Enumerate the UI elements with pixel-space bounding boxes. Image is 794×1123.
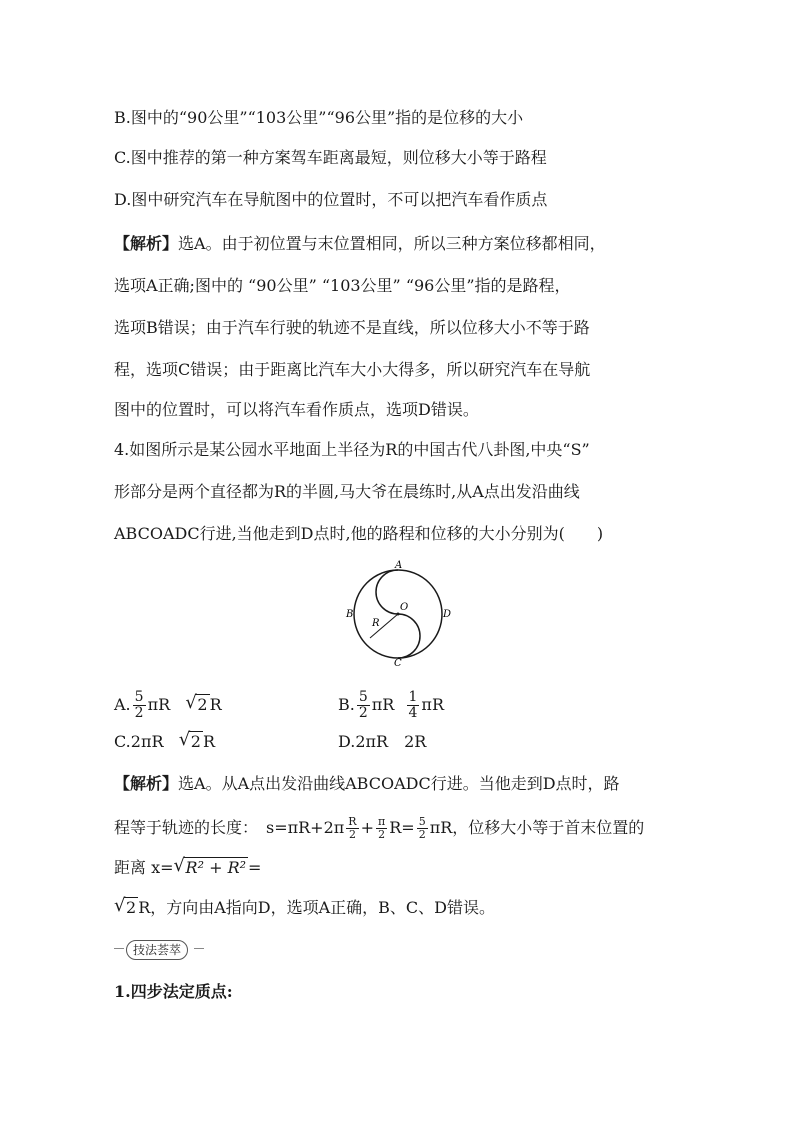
analysis-1-line-2: 选项A正确;图中的 “90公里” “103公里” “96公里”指的是路程， [114,276,571,295]
analysis-2-line-1: 【解析】选A。从A点出发沿曲线ABCOADC行进。当他走到D点时，路 [114,774,620,793]
analysis-1-line-3: 选项B错误；由于汽车行驶的轨迹不是直线，所以位移大小不等于路 [114,318,590,337]
fraction: $\frac{R}{2}$ [348,815,357,841]
option-d-text: D.图中研究汽车在导航图中的位置时，不可以把汽车看作质点 [114,190,548,209]
question-4-line-1: 4.如图所示是某公园水平地面上半径为R的中国古代八卦图,中央“S” [114,440,590,459]
choice-c[interactable]: C.2πR √ 2 R [114,732,215,752]
analysis-1-line-5: 图中的位置时，可以将汽车看作质点，选项D错误。 [114,400,479,419]
option-c-text: C.图中推荐的第一种方案驾车距离最短，则位移大小等于路程 [114,148,547,167]
analysis-2-line-3: 距离 x=√ R² + R² = [114,858,261,878]
sqrt: √ 2 [185,695,209,715]
analysis-2-line-2: 程等于轨迹的长度： s=πR+2π $\frac{R}{2}$ + $\frac{\pi}{2}$ R= $\frac{5}{2}$ πR，位移大小等于首末位置的 [114,815,645,841]
fraction: $\frac{\pi}{2}$ [378,815,386,841]
label-c: C [394,658,402,666]
analysis-1-text-1: 选A。由于初位置与末位置相同，所以三种方案位移都相同， [178,234,606,253]
fraction: $\frac{5}{2}$ [358,689,368,721]
analysis-tag: 【解析】 [114,774,179,793]
skill-section-tag [114,938,204,960]
fraction: $\frac{5}{2}$ [134,689,144,721]
label-a: A [395,560,403,571]
label-r: R [372,618,380,629]
fraction: $\frac{5}{2}$ [418,815,426,841]
fraction: $\frac{1}{4}$ [408,689,418,721]
sqrt: √ R² + R² [174,858,249,878]
analysis-1-line-1 [114,234,606,254]
section-heading: 1.四步法定质点: [114,982,233,1001]
choice-a[interactable]: A. $\frac{5}{2}$ πR √ 2 R [114,690,222,721]
option-b-text: B.图中的“90公里”“103公里”“96公里”指的是位移的大小 [114,108,524,127]
label-d: D [443,609,452,620]
choice-b[interactable]: B. $\frac{5}{2}$ πR $\frac{1}{4}$ πR [338,689,444,721]
skill-tag-label: 技法荟萃 [126,940,188,960]
label-o: O [400,602,409,613]
sqrt: √ 2 [114,898,138,918]
question-4-line-2: 形部分是两个直径都为R的半圆,马大爷在晨练时,从A点出发沿曲线 [114,482,580,501]
question-4-line-3: ABCOADC行进,当他走到D点时,他的路程和位移的大小分别为( ) [114,524,604,543]
analysis-1-line-4: 程，选项C错误；由于距离比汽车大小大得多，所以研究汽车在导航 [114,360,591,379]
label-b: B [346,609,354,620]
analysis-2-line-4: √ 2 R，方向由A指向D，选项A正确，B、C、D错误。 [114,898,495,918]
analysis-tag: 【解析】 [114,234,179,253]
sqrt: √ 2 [179,732,203,752]
bagua-diagram [344,558,452,666]
choice-d[interactable]: D.2πR 2R [338,732,427,751]
